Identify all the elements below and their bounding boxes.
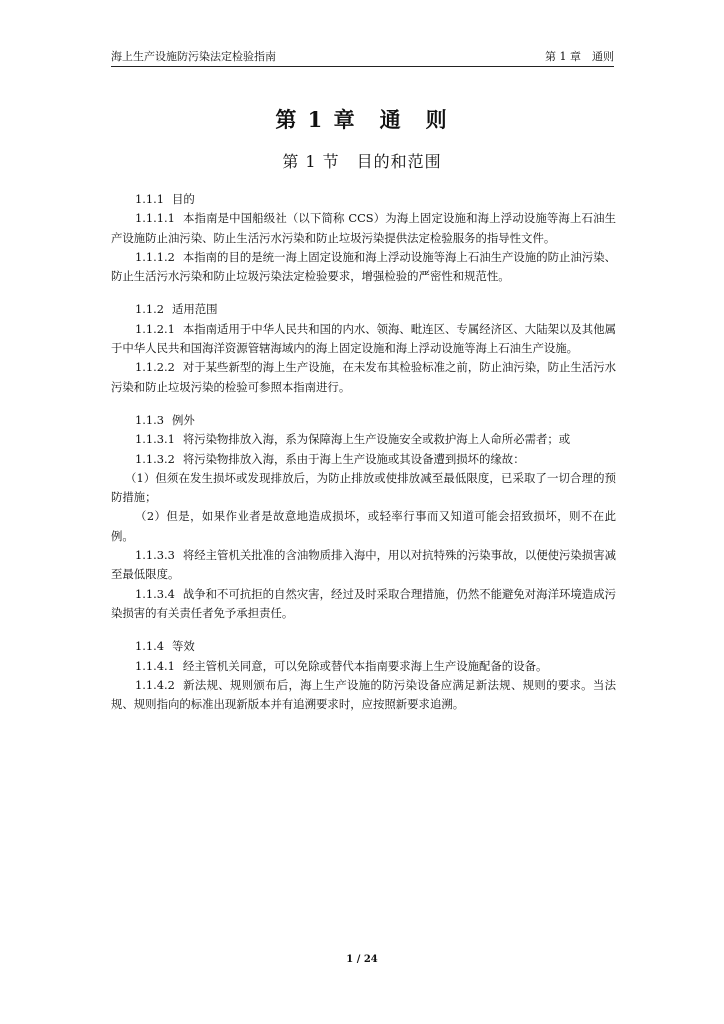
- clause-text: 将经主管机关批准的含油物质排入海中，用以对抗特殊的污染事故，以便使污染损害减至最低限度。: [111, 548, 616, 582]
- sub-item-1: （1）但须在发生损坏或发现排放后，为防止排放或使排放减至最低限度，已采取了一切合理的预防措施；: [111, 470, 616, 505]
- clause-text: 将污染物排放入海，系由于海上生产设施或其设备遭到损坏的缘故：: [182, 451, 525, 466]
- heading-number: 1.1.1: [135, 192, 164, 206]
- heading-number: 1.1.3: [135, 412, 164, 427]
- clause-number: 1.1.2.1: [135, 321, 175, 336]
- heading-text: 例外: [171, 412, 195, 427]
- spacer: [111, 623, 616, 637]
- paragraph-1-1-4-1: [111, 657, 616, 676]
- heading-text: 目的: [171, 192, 195, 206]
- clause-text: 将污染物排放入海，系为保障海上生产设施安全或救护海上人命所必需者；或: [182, 432, 571, 447]
- section-title: 第 1 节 目的和范围: [282, 152, 442, 171]
- heading-1-1-3: [111, 411, 616, 430]
- paragraph-1-1-3-1: [111, 430, 616, 449]
- paragraph-1-1-1-1: [111, 209, 616, 248]
- clause-number: 1.1.3.2: [135, 451, 175, 466]
- clause-text: 本指南适用于中华人民共和国的内水、领海、毗连区、专属经济区、大陆架以及其他属于中华人民共和国海洋资源管辖海域内的海上固定设施和海上浮动设施等海上石油生产设施。: [111, 321, 616, 356]
- clause-number: 1.1.1.1: [135, 211, 175, 226]
- clause-number: 1.1.3.3: [135, 548, 175, 563]
- page-header: [111, 50, 614, 67]
- paragraph-1-1-3-2: [111, 450, 616, 469]
- clause-number: 1.1.1.2: [135, 249, 175, 264]
- spacer: [111, 397, 616, 411]
- heading-text: 适用范围: [171, 302, 218, 317]
- heading-number: 1.1.4: [135, 639, 164, 654]
- page-number: 1 / 24: [346, 954, 378, 965]
- clause-number: 1.1.4.2: [135, 677, 175, 692]
- clause-number: 1.1.2.2: [135, 360, 175, 375]
- heading-1-1-2: [111, 300, 616, 319]
- paragraph-1-1-2-2: [111, 358, 616, 397]
- clause-text: 对于某些新型的海上生产设施，在未发布其检验标准之前，防止油污染，防止生活污水污染和防止垃圾污染的检验可参照本指南进行。: [111, 360, 616, 394]
- spacer: [111, 286, 616, 300]
- paragraph-1-1-3-4: [111, 585, 616, 624]
- heading-text: 等效: [171, 639, 195, 654]
- paragraph-1-1-1-2: [111, 248, 616, 287]
- clause-text: 经主管机关同意，可以免除或替代本指南要求海上生产设施配备的设备。: [182, 658, 548, 673]
- header-chapter: 第 1 章 通则: [545, 50, 614, 63]
- header-document-title: 海上生产设施防污染法定检验指南: [111, 50, 276, 63]
- chapter-title: 第 1 章 通 则: [275, 107, 449, 132]
- clause-text: 战争和不可抗拒的自然灾害，经过及时采取合理措施，仍然不能避免对海洋环境造成污染损害的有关责任者免予承担责任。: [111, 586, 616, 620]
- heading-number: 1.1.2: [135, 302, 164, 317]
- paragraph-1-1-2-1: [111, 320, 616, 359]
- sub-item-2: （2）但是，如果作业者是故意地造成损坏，或轻率行事而又知道可能会招致损坏，则不在此例。: [111, 509, 616, 543]
- clause-text: 本指南是中国船级社（以下简称 CCS）为海上固定设施和海上浮动设施等海上石油生产设施防止油污染、防止生活污水污染和防止垃圾污染提供法定检验服务的指导性文件。: [111, 211, 616, 245]
- heading-1-1-1: [111, 190, 616, 209]
- clause-number: 1.1.3.4: [135, 586, 175, 601]
- heading-1-1-4: [111, 637, 616, 656]
- body-text: [111, 190, 616, 714]
- paragraph-1-1-4-2: [111, 676, 616, 715]
- paragraph-1-1-3-3: [111, 546, 616, 585]
- clause-number: 1.1.4.1: [135, 658, 175, 673]
- clause-text: 新法规、规则颁布后，海上生产设施的防污染设备应满足新法规、规则的要求。当法规、规则指向的标准出现新版本并有追溯要求时，应按照新要求追溯。: [111, 677, 616, 712]
- clause-number: 1.1.3.1: [135, 432, 175, 447]
- clause-text: 本指南的目的是统一海上固定设施和海上浮动设施等海上石油生产设施的防止油污染、防止生活污水污染和防止垃圾污染法定检验要求，增强检验的严密性和规范性。: [111, 249, 616, 284]
